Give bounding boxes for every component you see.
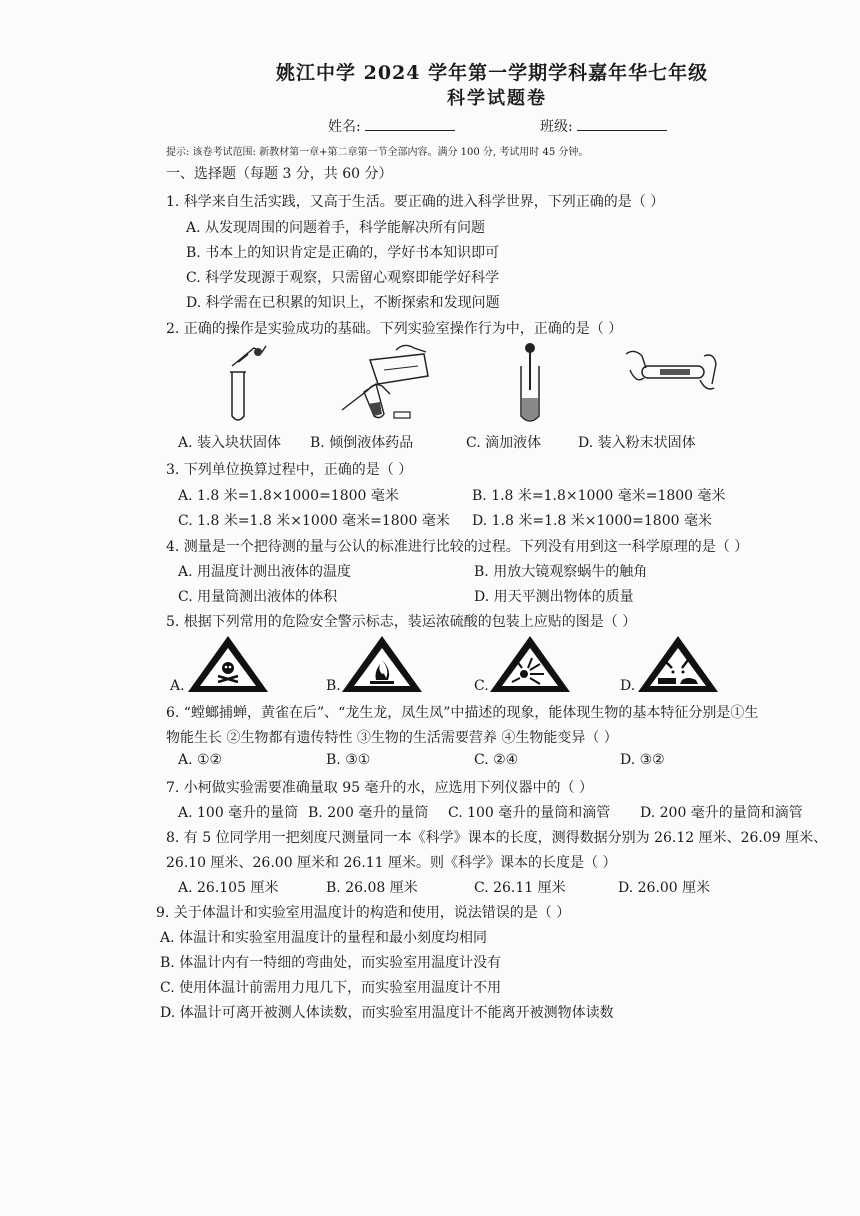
q5-option-a: A. bbox=[170, 678, 185, 694]
name-label: 姓名: bbox=[328, 119, 361, 135]
exam-hint: 提示: 该卷考试范围: 新教材第一章+第二章第一节全部内容。满分 100 分, 考试用时 45 分钟。 bbox=[166, 147, 589, 158]
q7-option-b: B. 200 毫升的量筒 bbox=[308, 805, 429, 821]
q4-option-b: B. 用放大镜观察蜗牛的触角 bbox=[474, 564, 648, 580]
figure-drop-liquid bbox=[510, 340, 550, 426]
q7-option-a: A. 100 毫升的量筒 bbox=[178, 805, 299, 821]
q4-stem: 4. 测量是一个把待测的量与公认的标准进行比较的过程。下列没有用到这一科学原理的是（ ） bbox=[166, 539, 749, 555]
q5-option-b: B. bbox=[326, 678, 341, 694]
q1-option-a: A. 从发现周围的问题着手，科学能解决所有问题 bbox=[186, 220, 486, 236]
corrosive-warning-icon bbox=[636, 634, 720, 694]
class-blank bbox=[577, 118, 667, 131]
q9-stem: 9. 关于体温计和实验室用温度计的构造和使用，说法错误的是（ ） bbox=[156, 905, 571, 921]
flammable-warning-icon bbox=[340, 634, 424, 694]
q1-option-c: C. 科学发现源于观察，只需留心观察即能学好科学 bbox=[186, 270, 500, 286]
q8-stem-line1: 8. 有 5 位同学用一把刻度尺测量同一本《科学》课本的长度，测得数据分别为 26.12 厘米、26.09 厘米、 bbox=[166, 830, 828, 846]
q6-option-c: C. ②④ bbox=[474, 752, 519, 768]
figure-powder-insert bbox=[620, 344, 720, 410]
q3-stem: 3. 下列单位换算过程中，正确的是（ ） bbox=[166, 462, 413, 478]
q6-option-d: D. ③② bbox=[620, 752, 665, 768]
class-field bbox=[540, 116, 667, 136]
q3-option-a: A. 1.8 米=1.8×1000=1800 毫米 bbox=[178, 488, 399, 504]
q1-option-d: D. 科学需在已积累的知识上，不断探索和发现问题 bbox=[186, 295, 500, 311]
q2-option-b: B. 倾倒液体药品 bbox=[310, 435, 414, 451]
q4-option-a: A. 用温度计测出液体的温度 bbox=[178, 564, 352, 580]
q8-option-c: C. 26.11 厘米 bbox=[474, 880, 566, 896]
q4-option-d: D. 用天平测出物体的质量 bbox=[474, 589, 634, 605]
q7-option-d: D. 200 毫升的量筒和滴管 bbox=[640, 805, 803, 821]
q9-option-a: A. 体温计和实验室用温度计的量程和最小刻度均相同 bbox=[160, 930, 488, 946]
q7-option-c: C. 100 毫升的量筒和滴管 bbox=[448, 805, 611, 821]
name-field bbox=[328, 116, 455, 136]
q5-stem: 5. 根据下列常用的危险安全警示标志，装运浓硫酸的包装上应贴的图是（ ） bbox=[166, 614, 637, 630]
q8-stem-line2: 26.10 厘米、26.00 厘米和 26.11 厘米。则《科学》课本的长度是（ ） bbox=[166, 855, 617, 871]
q5-option-c: C. bbox=[474, 678, 489, 694]
q3-option-d: D. 1.8 米=1.8 米×1000=1800 毫米 bbox=[472, 513, 712, 529]
q4-option-c: C. 用量筒测出液体的体积 bbox=[178, 589, 338, 605]
q2-option-d: D. 装入粉末状固体 bbox=[578, 435, 696, 451]
section-title: 一、选择题（每题 3 分，共 60 分） bbox=[166, 166, 393, 182]
q9-option-b: B. 体温计内有一特细的弯曲处，而实验室用温度计没有 bbox=[160, 955, 502, 971]
figure-pour-liquid bbox=[334, 340, 444, 424]
q8-option-d: D. 26.00 厘米 bbox=[618, 880, 711, 896]
q9-option-d: D. 体温计可离开被测人体读数，而实验室用温度计不能离开被测物体读数 bbox=[160, 1005, 614, 1021]
q2-stem: 2. 正确的操作是实验成功的基础。下列实验室操作行为中，正确的是（ ） bbox=[166, 321, 623, 337]
q2-option-a: A. 装入块状固体 bbox=[178, 435, 282, 451]
q3-option-c: C. 1.8 米=1.8 米×1000 毫米=1800 毫米 bbox=[178, 513, 450, 529]
q8-option-b: B. 26.08 厘米 bbox=[326, 880, 418, 896]
q8-option-a: A. 26.105 厘米 bbox=[178, 880, 279, 896]
q9-option-c: C. 使用体温计前需用力甩几下，而实验室用温度计不用 bbox=[160, 980, 502, 996]
q2-option-c: C. 滴加液体 bbox=[466, 435, 542, 451]
q5-option-d: D. bbox=[620, 678, 636, 694]
q6-stem-line2: 物能生长 ②生物都有遗传特性 ③生物的生活需要营养 ④生物能变异（ ） bbox=[166, 730, 618, 746]
exam-subtitle: 科学试题卷 bbox=[447, 88, 547, 109]
class-label: 班级: bbox=[540, 119, 573, 135]
q1-option-b: B. 书本上的知识肯定是正确的，学好书本知识即可 bbox=[186, 245, 500, 261]
toxic-warning-icon bbox=[186, 634, 270, 694]
q1-stem: 1. 科学来自生活实践，又高于生活。要正确的进入科学世界，下列正确的是（ ） bbox=[166, 194, 665, 210]
figure-block-solid-insert bbox=[218, 340, 272, 424]
q6-option-a: A. ①② bbox=[178, 752, 223, 768]
q3-option-b: B. 1.8 米=1.8×1000 毫米=1800 毫米 bbox=[472, 488, 726, 504]
q7-stem: 7. 小柯做实验需要准确量取 95 毫升的水，应选用下列仪器中的（ ） bbox=[166, 780, 593, 796]
explosive-warning-icon bbox=[488, 634, 572, 694]
q6-stem-line1: 6. “螳螂捕蝉，黄雀在后”、“龙生龙，凤生凤”中描述的现象，能体现生物的基本特征分别是①生 bbox=[166, 705, 759, 721]
q6-option-b: B. ③① bbox=[326, 752, 371, 768]
exam-title: 姚江中学 2024 学年第一学期学科嘉年华七年级 bbox=[276, 62, 709, 84]
name-blank bbox=[365, 118, 455, 131]
